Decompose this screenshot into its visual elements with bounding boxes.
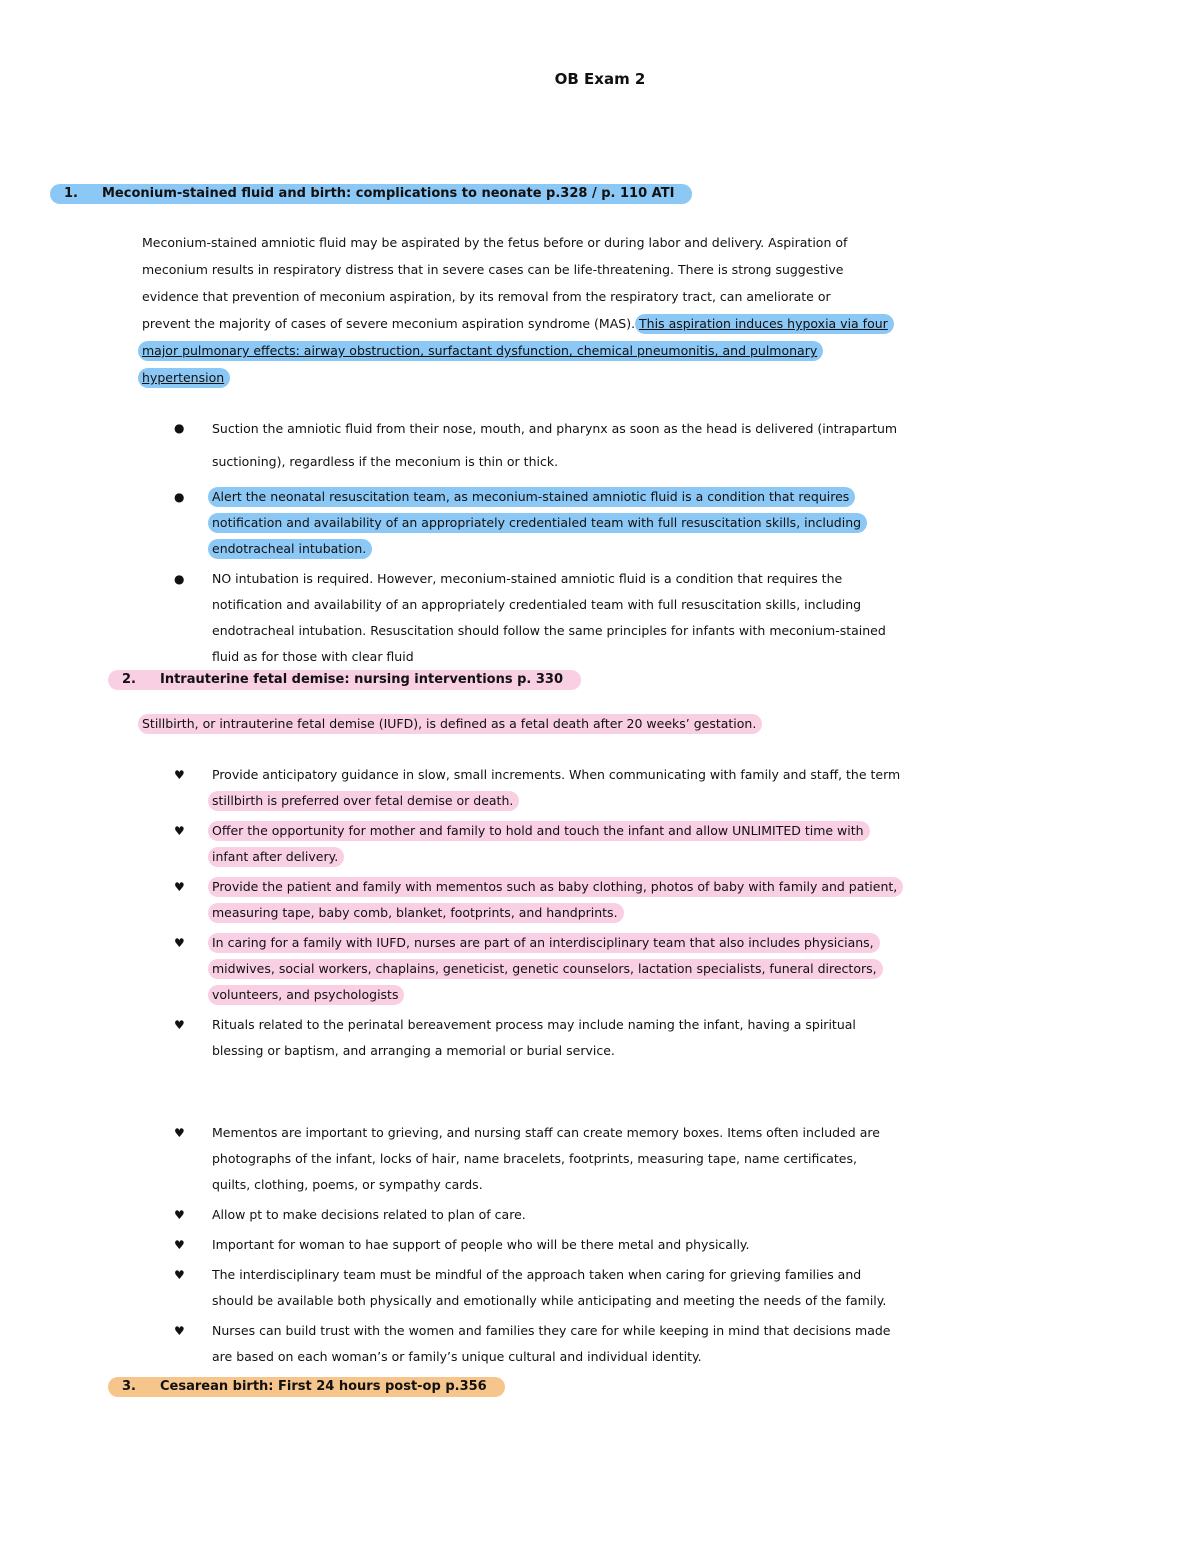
highlighted-text: notification and availability of an appropriately credentialed team with full resuscitation skills, including [208,513,867,533]
list-item-line: are based on each woman’s or family’s unique cultural and individual identity. [212,1349,702,1364]
heart-bullet-icon: ♥ [174,768,185,782]
highlighted-text: major pulmonary effects: airway obstruction, surfactant dysfunction, chemical pneumonitis, and pulmonary [138,341,823,361]
list-item-line [212,818,1072,844]
section-number: 1. [64,186,78,201]
paragraph-line [142,710,762,737]
heart-bullet-icon: ♥ [174,1126,185,1140]
highlighted-text: This aspiration induces hypoxia via four [635,314,894,334]
list-item-line: Provide anticipatory guidance in slow, small increments. When communicating with family and staff, the term [212,767,901,782]
list-item [172,930,1072,1008]
highlighted-text: Stillbirth, or intrauterine fetal demise (IUFD), is defined as a fetal death after 20 weeks’ gestation. [138,714,762,734]
list-item [172,1262,1072,1314]
list-item [172,412,1072,478]
list-item-line: Allow pt to make decisions related to plan of care. [212,1207,526,1222]
list-item [172,1120,1072,1198]
paragraph-line: Meconium-stained amniotic fluid may be aspirated by the fetus before or during labor and delivery. Aspiration of [142,235,848,250]
section-heading-text: Meconium-stained fluid and birth: complications to neonate p.328 / p. 110 ATI [102,186,675,201]
section-number: 3. [122,1379,136,1394]
section-heading-2 [108,670,581,690]
list-item-line: should be available both physically and emotionally while anticipating and meeting the needs of the family. [212,1293,887,1308]
list-item-line: The interdisciplinary team must be mindful of the approach taken when caring for grieving families and [212,1267,862,1282]
paragraph-line: meconium results in respiratory distress that in severe cases can be life-threatening. There is strong suggestive [142,262,844,277]
heart-bullet-icon: ♥ [174,1208,185,1222]
list-item-line [212,510,1072,536]
highlighted-text: infant after delivery. [208,847,344,867]
list-item [172,1318,1072,1370]
heart-bullet-icon: ♥ [174,1238,185,1252]
highlighted-text: Alert the neonatal resuscitation team, as meconium-stained amniotic fluid is a condition that requires [208,487,855,507]
highlighted-text: endotracheal intubation. [208,539,372,559]
list-item-line [212,930,1072,956]
list-item-line [212,956,1072,982]
list-item-line [212,874,1072,900]
list-item-line: endotracheal intubation. Resuscitation should follow the same principles for infants with meconium-stained [212,623,886,638]
heart-bullet-icon: ♥ [174,1324,185,1338]
bullet-dot-icon: ● [174,572,185,586]
list-item [172,484,1072,562]
list-item-line: photographs of the infant, locks of hair, name bracelets, footprints, measuring tape, name certificates, [212,1151,857,1166]
highlighted-text: Offer the opportunity for mother and family to hold and touch the infant and allow UNLIMITED time with [208,821,870,841]
heart-bullet-icon: ♥ [174,1268,185,1282]
page-title: OB Exam 2 [554,70,646,88]
highlighted-text: In caring for a family with IUFD, nurses are part of an interdisciplinary team that also includes physicians, [208,933,880,953]
list-item-line: Mementos are important to grieving, and nursing staff can create memory boxes. Items often included are [212,1125,880,1140]
paragraph-line [142,337,894,364]
list-item [172,1012,1072,1064]
paragraph-line [142,310,894,337]
section-1-bullet-list [172,412,1072,670]
list-item-line: Suction the amniotic fluid from their nose, mouth, and pharynx as soon as the head is delivered (intrapartum [212,421,898,436]
list-item-line: fluid as for those with clear fluid [212,649,414,664]
list-item [172,874,1072,926]
list-item [172,566,1072,670]
highlighted-text: midwives, social workers, chaplains, geneticist, genetic counselors, lactation specialists, funeral directors, [208,959,883,979]
list-item-line: blessing or baptism, and arranging a memorial or burial service. [212,1043,615,1058]
list-item-line [212,788,1072,814]
heart-bullet-icon: ♥ [174,824,185,838]
list-item-line [212,982,1072,1008]
list-item-line: Rituals related to the perinatal bereavement process may include naming the infant, having a spiritual [212,1017,856,1032]
list-item-line: NO intubation is required. However, meconium-stained amniotic fluid is a condition that requires the [212,571,843,586]
highlighted-text: stillbirth is preferred over fetal demise or death. [208,791,519,811]
section-2-intro [142,710,762,737]
list-item-line: Nurses can build trust with the women and families they care for while keeping in mind that decisions made [212,1323,891,1338]
paragraph-line-text: prevent the majority of cases of severe meconium aspiration syndrome (MAS). [142,316,636,331]
list-item-line: quilts, clothing, poems, or sympathy cards. [212,1177,483,1192]
list-item-line [212,536,1072,562]
heart-bullet-icon: ♥ [174,936,185,950]
list-item-line [212,484,1072,510]
highlighted-text: measuring tape, baby comb, blanket, footprints, and handprints. [208,903,624,923]
list-item [172,1202,1072,1228]
section-number: 2. [122,672,136,687]
list-item-line: notification and availability of an appropriately credentialed team with full resuscitation skills, including [212,597,862,612]
section-2-bullet-list [172,762,1072,1370]
paragraph-line: evidence that prevention of meconium aspiration, by its removal from the respiratory tract, can ameliorate or [142,289,831,304]
section-heading-1 [50,184,692,204]
list-item-line: Important for woman to hae support of people who will be there metal and physically. [212,1237,750,1252]
section-1-paragraph [142,229,894,391]
list-item [172,762,1072,814]
section-heading-text: Intrauterine fetal demise: nursing interventions p. 330 [160,672,564,687]
list-item-line: suctioning), regardless if the meconium is thin or thick. [212,454,559,469]
heart-bullet-icon: ♥ [174,880,185,894]
list-item-line [212,844,1072,870]
section-heading-3 [108,1377,505,1397]
list-item [172,1232,1072,1258]
bullet-dot-icon: ● [174,421,185,435]
list-item [172,818,1072,870]
heart-bullet-icon: ♥ [174,1018,185,1032]
highlighted-text: hypertension [138,368,230,388]
highlighted-text: Provide the patient and family with mementos such as baby clothing, photos of baby with family and patient, [208,877,903,897]
list-item-line [212,900,1072,926]
bullet-dot-icon: ● [174,490,185,504]
paragraph-line [142,364,894,391]
section-heading-text: Cesarean birth: First 24 hours post-op p.356 [160,1379,487,1394]
highlighted-text: volunteers, and psychologists [208,985,404,1005]
